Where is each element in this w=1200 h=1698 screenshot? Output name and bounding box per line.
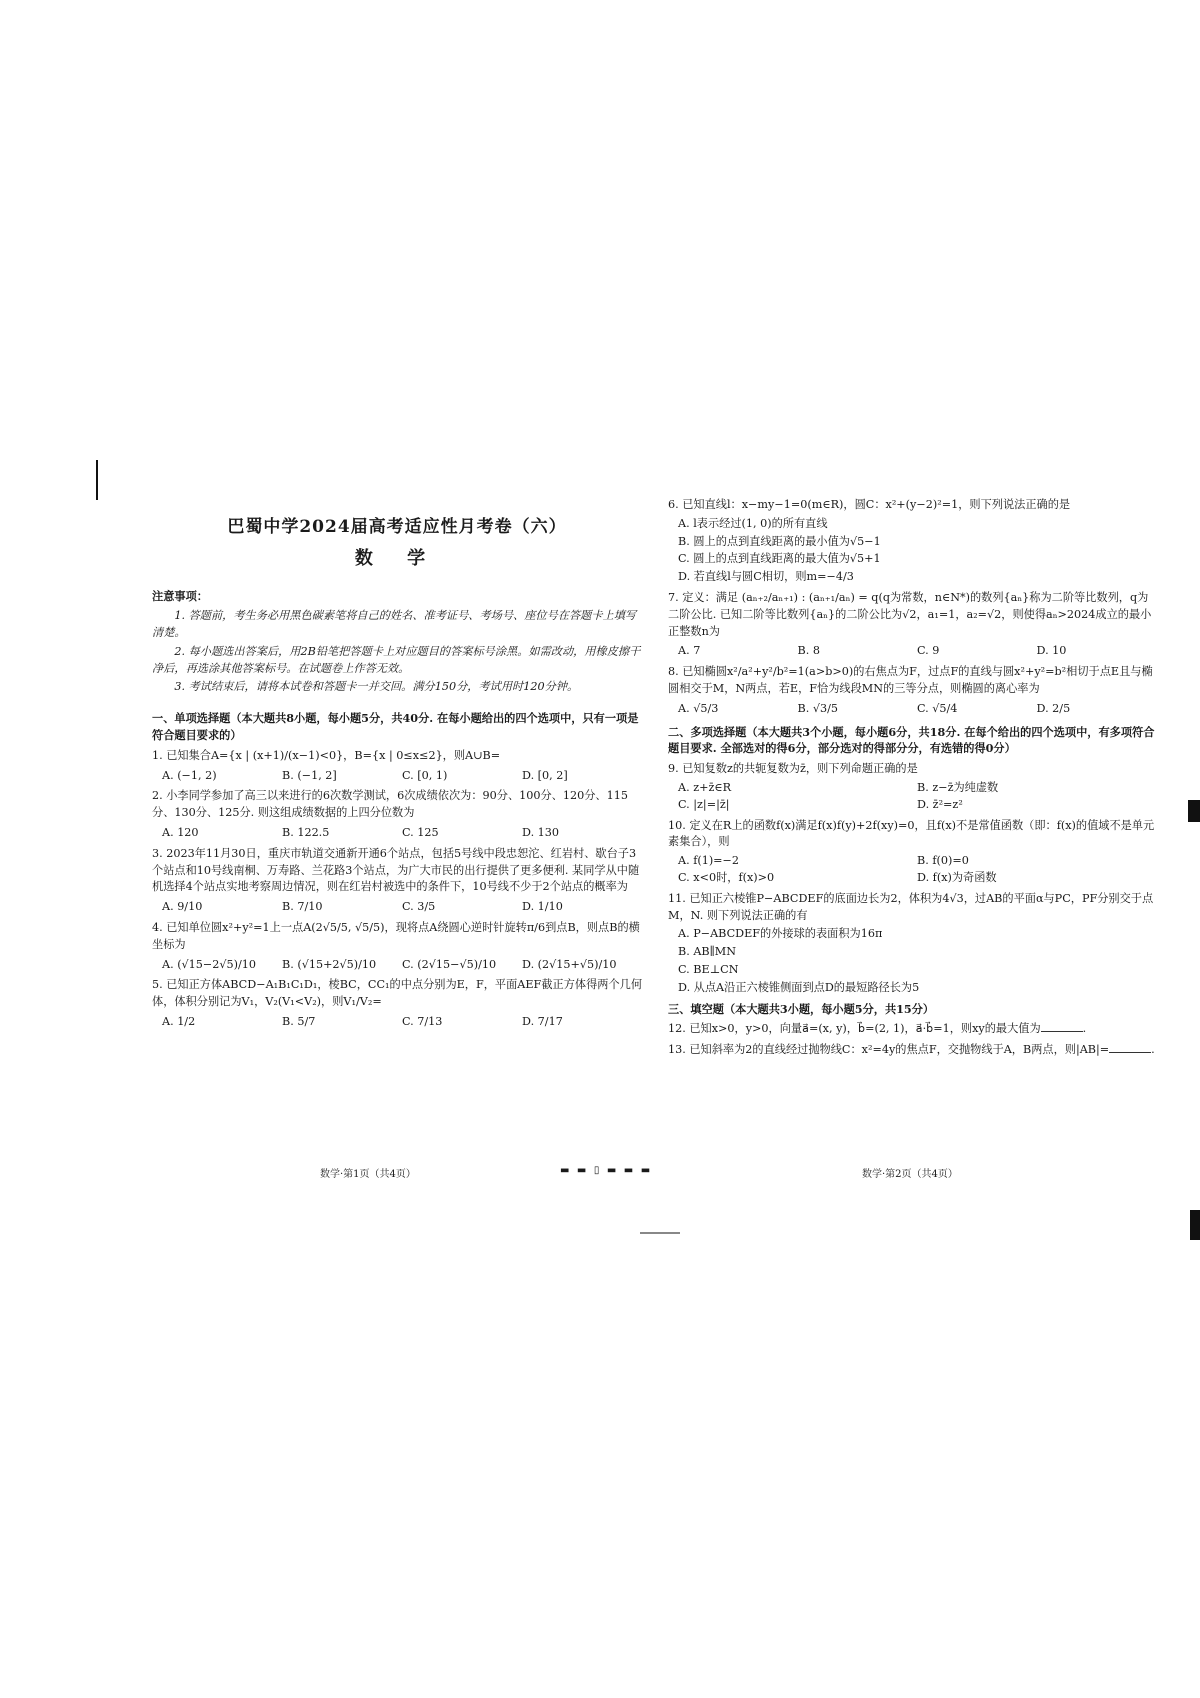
question-stem: 9. 已知复数z的共轭复数为z̄，则下列命题正确的是: [668, 762, 918, 776]
option: B. f(0)=0: [917, 854, 969, 868]
option: D. f(x)为奇函数: [917, 870, 997, 884]
right-page: [668, 495, 1156, 1063]
question-13: [668, 1042, 1156, 1059]
option: A. 7: [678, 644, 701, 658]
options-row: [152, 899, 642, 916]
question-stem: 1. 已知集合A={x | (x+1)/(x−1)<0}，B={x | 0≤x≤2}，则A∪B=: [152, 748, 501, 762]
option: C. 7/13: [402, 1015, 443, 1029]
option: C. 3/5: [402, 900, 436, 914]
option: B. (−1, 2]: [282, 768, 337, 782]
question-5: [152, 977, 642, 1030]
option: D. 若直线l与圆C相切，则m=−4/3: [678, 570, 854, 584]
question-6: [668, 497, 1156, 586]
option: D. 2/5: [1036, 701, 1071, 715]
section2-heading: 二、多项选择题（本大题共3个小题，每小题6分，共18分. 在每个给出的四个选项中，有多项符合题目要求. 全部选对的得6分，部分选对的得部分分，有选错的得0分）: [668, 724, 1155, 756]
option: D. (2√15+√5)/10: [522, 957, 617, 971]
section3-heading: 三、填空题（本大题共3小题，每小题5分，共15分）: [668, 1001, 935, 1016]
question-stem: 10. 定义在R上的函数f(x)满足f(x)f(y)+2f(xy)=0，且f(x)不是常值函数（即：f(x)的值域不是单元素集合），则: [668, 818, 1155, 849]
question-stem: 12. 已知x>0，y>0，向量a⃗=(x, y)，b⃗=(2, 1)，a⃗·b⃗=1，则xy的最大值为: [668, 1022, 1041, 1036]
scan-artifact-dash: [640, 1232, 680, 1234]
question-stem: 13. 已知斜率为2的直线经过抛物线C：x²=4y的焦点F，交抛物线于A，B两点，则|AB|=: [668, 1043, 1110, 1057]
notice-item: 3. 考试结束后，请将本试卷和答题卡一并交回。满分150分，考试用时120分钟。: [174, 680, 579, 694]
option: B. 122.5: [282, 826, 330, 840]
question-10: [668, 818, 1156, 887]
option: C. |z|=|z̄|: [678, 797, 730, 811]
option: B. z−z̄为纯虚数: [917, 780, 999, 794]
question-3: [152, 846, 642, 916]
question-1: [152, 748, 642, 785]
options-row: [152, 768, 642, 785]
question-2: [152, 788, 642, 841]
answer-blank: [1041, 1021, 1083, 1032]
option: D. 130: [522, 826, 560, 840]
option: A. z+z̄∈R: [678, 780, 732, 794]
options-row: [152, 1014, 642, 1031]
option: A. √5/3: [678, 701, 719, 715]
question-stem: 11. 已知正六棱锥P−ABCDEF的底面边长为2，体积为4√3，过AB的平面α与PC，PF分别交于点M，N. 则下列说法正确的有: [668, 891, 1154, 922]
option: D. [0, 2]: [522, 768, 568, 782]
options-list: [668, 516, 1156, 586]
question-stem: 5. 已知正方体ABCD−A₁B₁C₁D₁，棱BC，CC₁的中点分别为E，F，平面AEF截正方体得两个几何体，体积分别记为V₁，V₂(V₁<V₂)，则V₁/V₂=: [152, 978, 643, 1009]
option: A. 120: [162, 826, 199, 840]
option: C. 圆上的点到直线距离的最大值为√5+1: [678, 552, 881, 566]
options-row: [152, 825, 642, 842]
notice-item: 1. 答题前，考生务必用黑色碳素笔将自己的姓名、准考证号、考场号、座位号在答题卡上填写清楚。: [152, 609, 637, 640]
footer-page-1: 数学·第1页（共4页）: [320, 1169, 416, 1180]
option: B. 圆上的点到直线距离的最小值为√5−1: [678, 534, 881, 548]
option: C. BE⊥CN: [678, 962, 739, 976]
options-row: [668, 701, 1156, 718]
option: C. x<0时，f(x)>0: [678, 870, 775, 884]
option: C. 125: [402, 826, 439, 840]
options-grid: [668, 780, 1156, 814]
notice-heading: 注意事项：: [152, 588, 208, 603]
option: B. 8: [797, 644, 820, 658]
question-9: [668, 761, 1156, 813]
answer-blank: [1109, 1042, 1151, 1053]
option: A. (−1, 2): [162, 768, 217, 782]
option: C. [0, 1): [402, 768, 448, 782]
options-list: [668, 926, 1156, 996]
option: B. AB∥MN: [678, 945, 737, 959]
options-row: [668, 643, 1156, 660]
question-11: [668, 891, 1156, 997]
question-stem: 3. 2023年11月30日，重庆市轨道交通新开通6个站点，包括5号线中段忠恕沱、红岩村、歇台子3个站点和10号线南桐、万寿路、兰花路3个站点，为广大市民的出行提供了更多便利. 某同学从中随机选择4个站点实地考察周边情况，则在红岩村被选中的条件下，10号线不少于2个站点的概率为: [152, 846, 640, 894]
option: D. 7/17: [522, 1015, 563, 1029]
option: A. P−ABCDEF的外接球的表面积为16π: [678, 927, 883, 941]
question-8: [668, 664, 1156, 717]
options-row: [152, 957, 642, 974]
exam-title: 巴蜀中学2024届高考适应性月考卷（六）: [227, 517, 567, 537]
scan-artifact-right-mark-2: [1190, 1210, 1200, 1240]
option: A. l表示经过(1, 0)的所有直线: [678, 516, 828, 530]
option: C. √5/4: [917, 701, 958, 715]
option: D. 10: [1036, 644, 1067, 658]
notice-list: [152, 608, 642, 696]
option: A. 9/10: [162, 900, 203, 914]
option: A. 1/2: [162, 1015, 196, 1029]
option: B. 7/10: [282, 900, 323, 914]
options-grid: [668, 853, 1156, 887]
question-end: .: [1151, 1043, 1155, 1057]
option: C. 9: [917, 644, 940, 658]
option: B. √3/5: [797, 701, 838, 715]
option: A. (√15−2√5)/10: [162, 957, 257, 971]
question-stem: 2. 小李同学参加了高三以来进行的6次数学测试，6次成绩依次为：90分、100分、120分、115分、130分、125分. 则这组成绩数据的上四分位数为: [152, 789, 628, 820]
question-stem: 4. 已知单位圆x²+y²=1上一点A(2√5/5, √5/5)，现将点A绕圆心逆时针旋转π/6到点B，则点B的横坐标为: [152, 921, 640, 951]
exam-subject: 数 学: [354, 547, 440, 569]
scan-artifact-right-mark: [1188, 800, 1200, 822]
notice-item: 2. 每小题选出答案后，用2B铅笔把答题卡上对应题目的答案标号涂黑。如需改动，用橡皮擦干净后，再选涂其他答案标号。在试题卷上作答无效。: [152, 644, 641, 675]
footer-barcode-marks: ▬ ▬ ▯ ▬ ▬ ▬: [560, 1165, 653, 1176]
option: D. 从点A沿正六棱锥侧面到点D的最短路径长为5: [678, 980, 920, 994]
question-stem: 7. 定义：满足 (aₙ₊₂/aₙ₊₁) : (aₙ₊₁/aₙ) = q(q为常数，n∈N*)的数列{aₙ}称为二阶等比数列，q为二阶公比. 已知二阶等比数列{aₙ}的二阶公比为√2，a₁=1，a₂=√2，则使得aₙ>2024成立的最小正整数n为: [668, 590, 1152, 638]
option: B. (√15+2√5)/10: [282, 957, 377, 971]
left-page: [152, 515, 642, 1035]
scan-artifact-left-line: [96, 460, 98, 500]
question-stem: 6. 已知直线l：x−my−1=0(m∈R)，圆C：x²+(y−2)²=1，则下列说法正确的是: [668, 498, 1071, 511]
option: C. (2√15−√5)/10: [402, 957, 497, 971]
section1-heading: 一、单项选择题（本大题共8小题，每小题5分，共40分. 在每小题给出的四个选项中，只有一项是符合题目要求的）: [152, 711, 639, 743]
question-7: [668, 590, 1156, 660]
question-4: [152, 920, 642, 973]
question-stem: 8. 已知椭圆x²/a²+y²/b²=1(a>b>0)的右焦点为F，过点F的直线与圆x²+y²=b²相切于点E且与椭圆相交于M，N两点，若E，F恰为线段MN的三等分点，则椭圆的离心率为: [668, 665, 1153, 695]
question-end: .: [1082, 1022, 1087, 1036]
option: B. 5/7: [282, 1015, 316, 1029]
option: D. 1/10: [522, 900, 563, 914]
question-12: [668, 1021, 1156, 1038]
option: A. f(1)=−2: [678, 854, 740, 868]
option: D. z̄²=z²: [917, 797, 963, 811]
footer-page-2: 数学·第2页（共4页）: [862, 1169, 958, 1180]
